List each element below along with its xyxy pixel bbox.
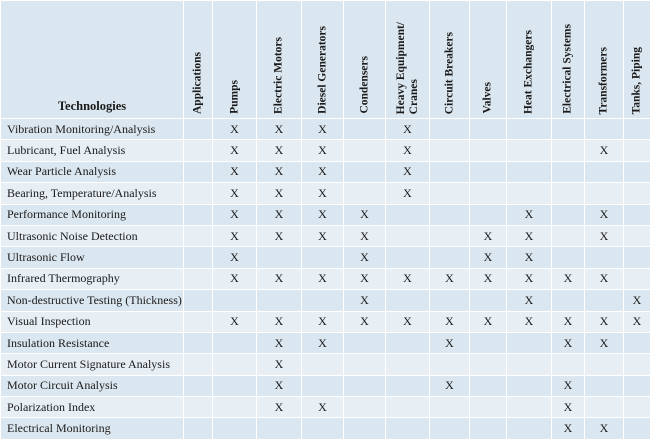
empty-cell (184, 204, 213, 225)
applicable-mark-cell: X (302, 332, 344, 353)
applicable-mark-cell: X (386, 161, 430, 182)
empty-cell (430, 204, 470, 225)
empty-cell (430, 397, 470, 418)
empty-cell (344, 397, 386, 418)
column-header-label: Heat Exchangers (523, 30, 536, 114)
empty-cell (507, 332, 552, 353)
applicable-mark-cell: X (257, 161, 302, 182)
empty-cell (624, 140, 650, 161)
applicable-mark-cell: X (257, 268, 302, 289)
empty-cell (430, 183, 470, 204)
empty-cell (344, 375, 386, 396)
empty-cell (213, 290, 257, 311)
empty-cell (552, 247, 585, 268)
empty-cell (624, 354, 650, 375)
applicable-mark-cell: X (585, 418, 624, 439)
empty-cell (624, 397, 650, 418)
empty-cell (344, 161, 386, 182)
table-body (1, 119, 650, 440)
empty-cell (213, 332, 257, 353)
applicable-mark-cell: X (302, 140, 344, 161)
applicable-mark-cell: X (213, 311, 257, 332)
technology-cell: Bearing, Temperature/Analysis (1, 183, 184, 204)
column-header-label: Condensers (358, 56, 371, 114)
column-header-label: Circuit Breakers (443, 32, 456, 114)
applicable-mark-cell: X (344, 204, 386, 225)
empty-cell (552, 204, 585, 225)
empty-cell (184, 332, 213, 353)
empty-cell (624, 332, 650, 353)
empty-cell (184, 161, 213, 182)
empty-cell (184, 268, 213, 289)
applicable-mark-cell: X (257, 375, 302, 396)
applicable-mark-cell: X (302, 397, 344, 418)
column-header-label: Tanks, Piping (631, 47, 644, 114)
empty-cell (507, 397, 552, 418)
empty-cell (552, 225, 585, 246)
empty-cell (257, 418, 302, 439)
empty-cell (386, 247, 430, 268)
empty-cell (470, 354, 507, 375)
empty-cell (624, 119, 650, 140)
header-row (1, 1, 650, 119)
technology-cell: Performance Monitoring (1, 204, 184, 225)
empty-cell (470, 204, 507, 225)
empty-cell (430, 354, 470, 375)
empty-cell (624, 375, 650, 396)
applicable-mark-cell: X (302, 268, 344, 289)
table-row (1, 204, 650, 225)
applicable-mark-cell: X (213, 161, 257, 182)
empty-cell (585, 183, 624, 204)
empty-cell (585, 247, 624, 268)
column-header-label: Valves (482, 82, 495, 114)
applicable-mark-cell: X (585, 204, 624, 225)
applicable-mark-cell: X (302, 204, 344, 225)
column-header-label: Heavy Equipment/ Cranes (395, 22, 421, 114)
empty-cell (386, 418, 430, 439)
applicable-mark-cell: X (552, 311, 585, 332)
empty-cell (344, 183, 386, 204)
technology-cell: Non-destructive Testing (Thickness) (1, 290, 184, 311)
technology-cell: Motor Circuit Analysis (1, 375, 184, 396)
applicable-mark-cell: X (386, 268, 430, 289)
technology-cell: Electrical Monitoring (1, 418, 184, 439)
empty-cell (624, 247, 650, 268)
technology-cell: Vibration Monitoring/Analysis (1, 119, 184, 140)
empty-cell (302, 290, 344, 311)
column-header (213, 1, 257, 119)
empty-cell (430, 290, 470, 311)
empty-cell (552, 183, 585, 204)
empty-cell (552, 290, 585, 311)
empty-cell (507, 418, 552, 439)
empty-cell (184, 247, 213, 268)
applicable-mark-cell: X (552, 332, 585, 353)
table-row (1, 161, 650, 182)
empty-cell (470, 375, 507, 396)
technology-cell: Visual Inspection (1, 311, 184, 332)
empty-cell (507, 140, 552, 161)
applicable-mark-cell: X (585, 332, 624, 353)
applicable-mark-cell: X (585, 268, 624, 289)
empty-cell (552, 354, 585, 375)
applicable-mark-cell: X (302, 119, 344, 140)
empty-cell (344, 418, 386, 439)
applicable-mark-cell: X (552, 268, 585, 289)
applicable-mark-cell: X (257, 204, 302, 225)
empty-cell (386, 332, 430, 353)
column-header-label: Pumps (228, 80, 241, 114)
table-row (1, 332, 650, 353)
empty-cell (624, 161, 650, 182)
empty-cell (302, 418, 344, 439)
empty-cell (213, 354, 257, 375)
applicable-mark-cell: X (344, 247, 386, 268)
applicable-mark-cell: X (213, 225, 257, 246)
column-header-label: Diesel Generators (316, 26, 329, 114)
technology-cell: Lubricant, Fuel Analysis (1, 140, 184, 161)
empty-cell (184, 375, 213, 396)
column-header (470, 1, 507, 119)
empty-cell (184, 397, 213, 418)
empty-cell (184, 354, 213, 375)
technology-cell: Ultrasonic Noise Detection (1, 225, 184, 246)
applicable-mark-cell: X (470, 268, 507, 289)
empty-cell (184, 140, 213, 161)
applicable-mark-cell: X (430, 375, 470, 396)
applicable-mark-cell: X (302, 183, 344, 204)
applicable-mark-cell: X (386, 140, 430, 161)
empty-cell (470, 397, 507, 418)
empty-cell (430, 161, 470, 182)
table-row (1, 354, 650, 375)
applicable-mark-cell: X (552, 418, 585, 439)
empty-cell (507, 119, 552, 140)
empty-cell (585, 354, 624, 375)
empty-cell (386, 204, 430, 225)
applicable-mark-cell: X (430, 268, 470, 289)
applicable-mark-cell: X (257, 140, 302, 161)
applicable-mark-cell: X (507, 268, 552, 289)
column-header (430, 1, 470, 119)
applicable-mark-cell: X (257, 332, 302, 353)
column-header (344, 1, 386, 119)
column-header (624, 1, 650, 119)
empty-cell (507, 161, 552, 182)
applicable-mark-cell: X (552, 375, 585, 396)
column-header (507, 1, 552, 119)
applicable-mark-cell: X (302, 161, 344, 182)
applicable-mark-cell: X (213, 140, 257, 161)
empty-cell (302, 375, 344, 396)
empty-cell (430, 140, 470, 161)
technology-cell: Ultrasonic Flow (1, 247, 184, 268)
applicable-mark-cell: X (507, 247, 552, 268)
applicable-mark-cell: X (585, 225, 624, 246)
empty-cell (552, 119, 585, 140)
empty-cell (184, 183, 213, 204)
applicable-mark-cell: X (386, 119, 430, 140)
applicable-mark-cell: X (213, 247, 257, 268)
empty-cell (624, 183, 650, 204)
empty-cell (184, 290, 213, 311)
empty-cell (213, 397, 257, 418)
applicable-mark-cell: X (507, 290, 552, 311)
empty-cell (585, 161, 624, 182)
empty-cell (184, 418, 213, 439)
table-row (1, 225, 650, 246)
empty-cell (257, 247, 302, 268)
empty-cell (470, 418, 507, 439)
applicable-mark-cell: X (213, 268, 257, 289)
applicable-mark-cell: X (344, 311, 386, 332)
applicable-mark-cell: X (213, 119, 257, 140)
table-row (1, 247, 650, 268)
applicable-mark-cell: X (213, 183, 257, 204)
empty-cell (213, 375, 257, 396)
empty-cell (302, 354, 344, 375)
empty-cell (624, 204, 650, 225)
applicable-mark-cell: X (257, 225, 302, 246)
table-row (1, 418, 650, 439)
technology-cell: Wear Particle Analysis (1, 161, 184, 182)
empty-cell (386, 290, 430, 311)
column-header-label: Electrical Systems (562, 24, 575, 114)
empty-cell (585, 375, 624, 396)
technology-cell: Insulation Resistance (1, 332, 184, 353)
applicable-mark-cell: X (257, 183, 302, 204)
empty-cell (470, 183, 507, 204)
empty-cell (386, 225, 430, 246)
table-row (1, 397, 650, 418)
empty-cell (184, 225, 213, 246)
empty-cell (430, 418, 470, 439)
applicable-mark-cell: X (585, 140, 624, 161)
applicable-mark-cell: X (507, 311, 552, 332)
technology-cell: Infrared Thermography (1, 268, 184, 289)
empty-cell (470, 140, 507, 161)
applicable-mark-cell: X (470, 311, 507, 332)
technologies-column-header: Technologies (1, 1, 184, 119)
applicable-mark-cell: X (257, 354, 302, 375)
table-row (1, 119, 650, 140)
column-header (552, 1, 585, 119)
column-header (302, 1, 344, 119)
empty-cell (344, 119, 386, 140)
column-header-label: Applications (192, 52, 205, 114)
applicable-mark-cell: X (257, 119, 302, 140)
applicable-mark-cell: X (344, 268, 386, 289)
table-row (1, 311, 650, 332)
empty-cell (470, 119, 507, 140)
applicable-mark-cell: X (344, 290, 386, 311)
empty-cell (430, 225, 470, 246)
empty-cell (585, 119, 624, 140)
empty-cell (184, 119, 213, 140)
column-header (585, 1, 624, 119)
applicable-mark-cell: X (302, 311, 344, 332)
applicable-mark-cell: X (344, 225, 386, 246)
applicable-mark-cell: X (302, 225, 344, 246)
table-row (1, 268, 650, 289)
applicable-mark-cell: X (386, 183, 430, 204)
empty-cell (624, 418, 650, 439)
applicable-mark-cell: X (624, 290, 650, 311)
technology-cell: Motor Current Signature Analysis (1, 354, 184, 375)
empty-cell (344, 354, 386, 375)
applicable-mark-cell: X (552, 397, 585, 418)
column-header (257, 1, 302, 119)
empty-cell (507, 375, 552, 396)
empty-cell (624, 225, 650, 246)
applicable-mark-cell: X (430, 311, 470, 332)
empty-cell (470, 332, 507, 353)
column-header-label: Transformers (598, 47, 611, 115)
empty-cell (430, 247, 470, 268)
empty-cell (344, 140, 386, 161)
empty-cell (507, 183, 552, 204)
empty-cell (302, 247, 344, 268)
applicable-mark-cell: X (257, 397, 302, 418)
empty-cell (585, 290, 624, 311)
applicable-mark-cell: X (470, 225, 507, 246)
empty-cell (552, 140, 585, 161)
applicable-mark-cell: X (430, 332, 470, 353)
column-header (386, 1, 430, 119)
table-row (1, 375, 650, 396)
column-header (184, 1, 213, 119)
empty-cell (213, 418, 257, 439)
applicable-mark-cell: X (470, 247, 507, 268)
applicable-mark-cell: X (213, 204, 257, 225)
empty-cell (470, 290, 507, 311)
applicable-mark-cell: X (257, 311, 302, 332)
empty-cell (585, 397, 624, 418)
applicable-mark-cell: X (507, 225, 552, 246)
column-header-label: Electric Motors (273, 37, 286, 114)
empty-cell (552, 161, 585, 182)
empty-cell (184, 311, 213, 332)
applicable-mark-cell: X (507, 204, 552, 225)
empty-cell (386, 354, 430, 375)
table-row (1, 183, 650, 204)
applicable-mark-cell: X (624, 311, 650, 332)
technology-cell: Polarization Index (1, 397, 184, 418)
empty-cell (386, 375, 430, 396)
empty-cell (624, 268, 650, 289)
table-row (1, 290, 650, 311)
empty-cell (386, 397, 430, 418)
applicable-mark-cell: X (386, 311, 430, 332)
empty-cell (257, 290, 302, 311)
empty-cell (430, 119, 470, 140)
empty-cell (470, 161, 507, 182)
empty-cell (507, 354, 552, 375)
empty-cell (344, 332, 386, 353)
applicable-mark-cell: X (585, 311, 624, 332)
table-row (1, 140, 650, 161)
